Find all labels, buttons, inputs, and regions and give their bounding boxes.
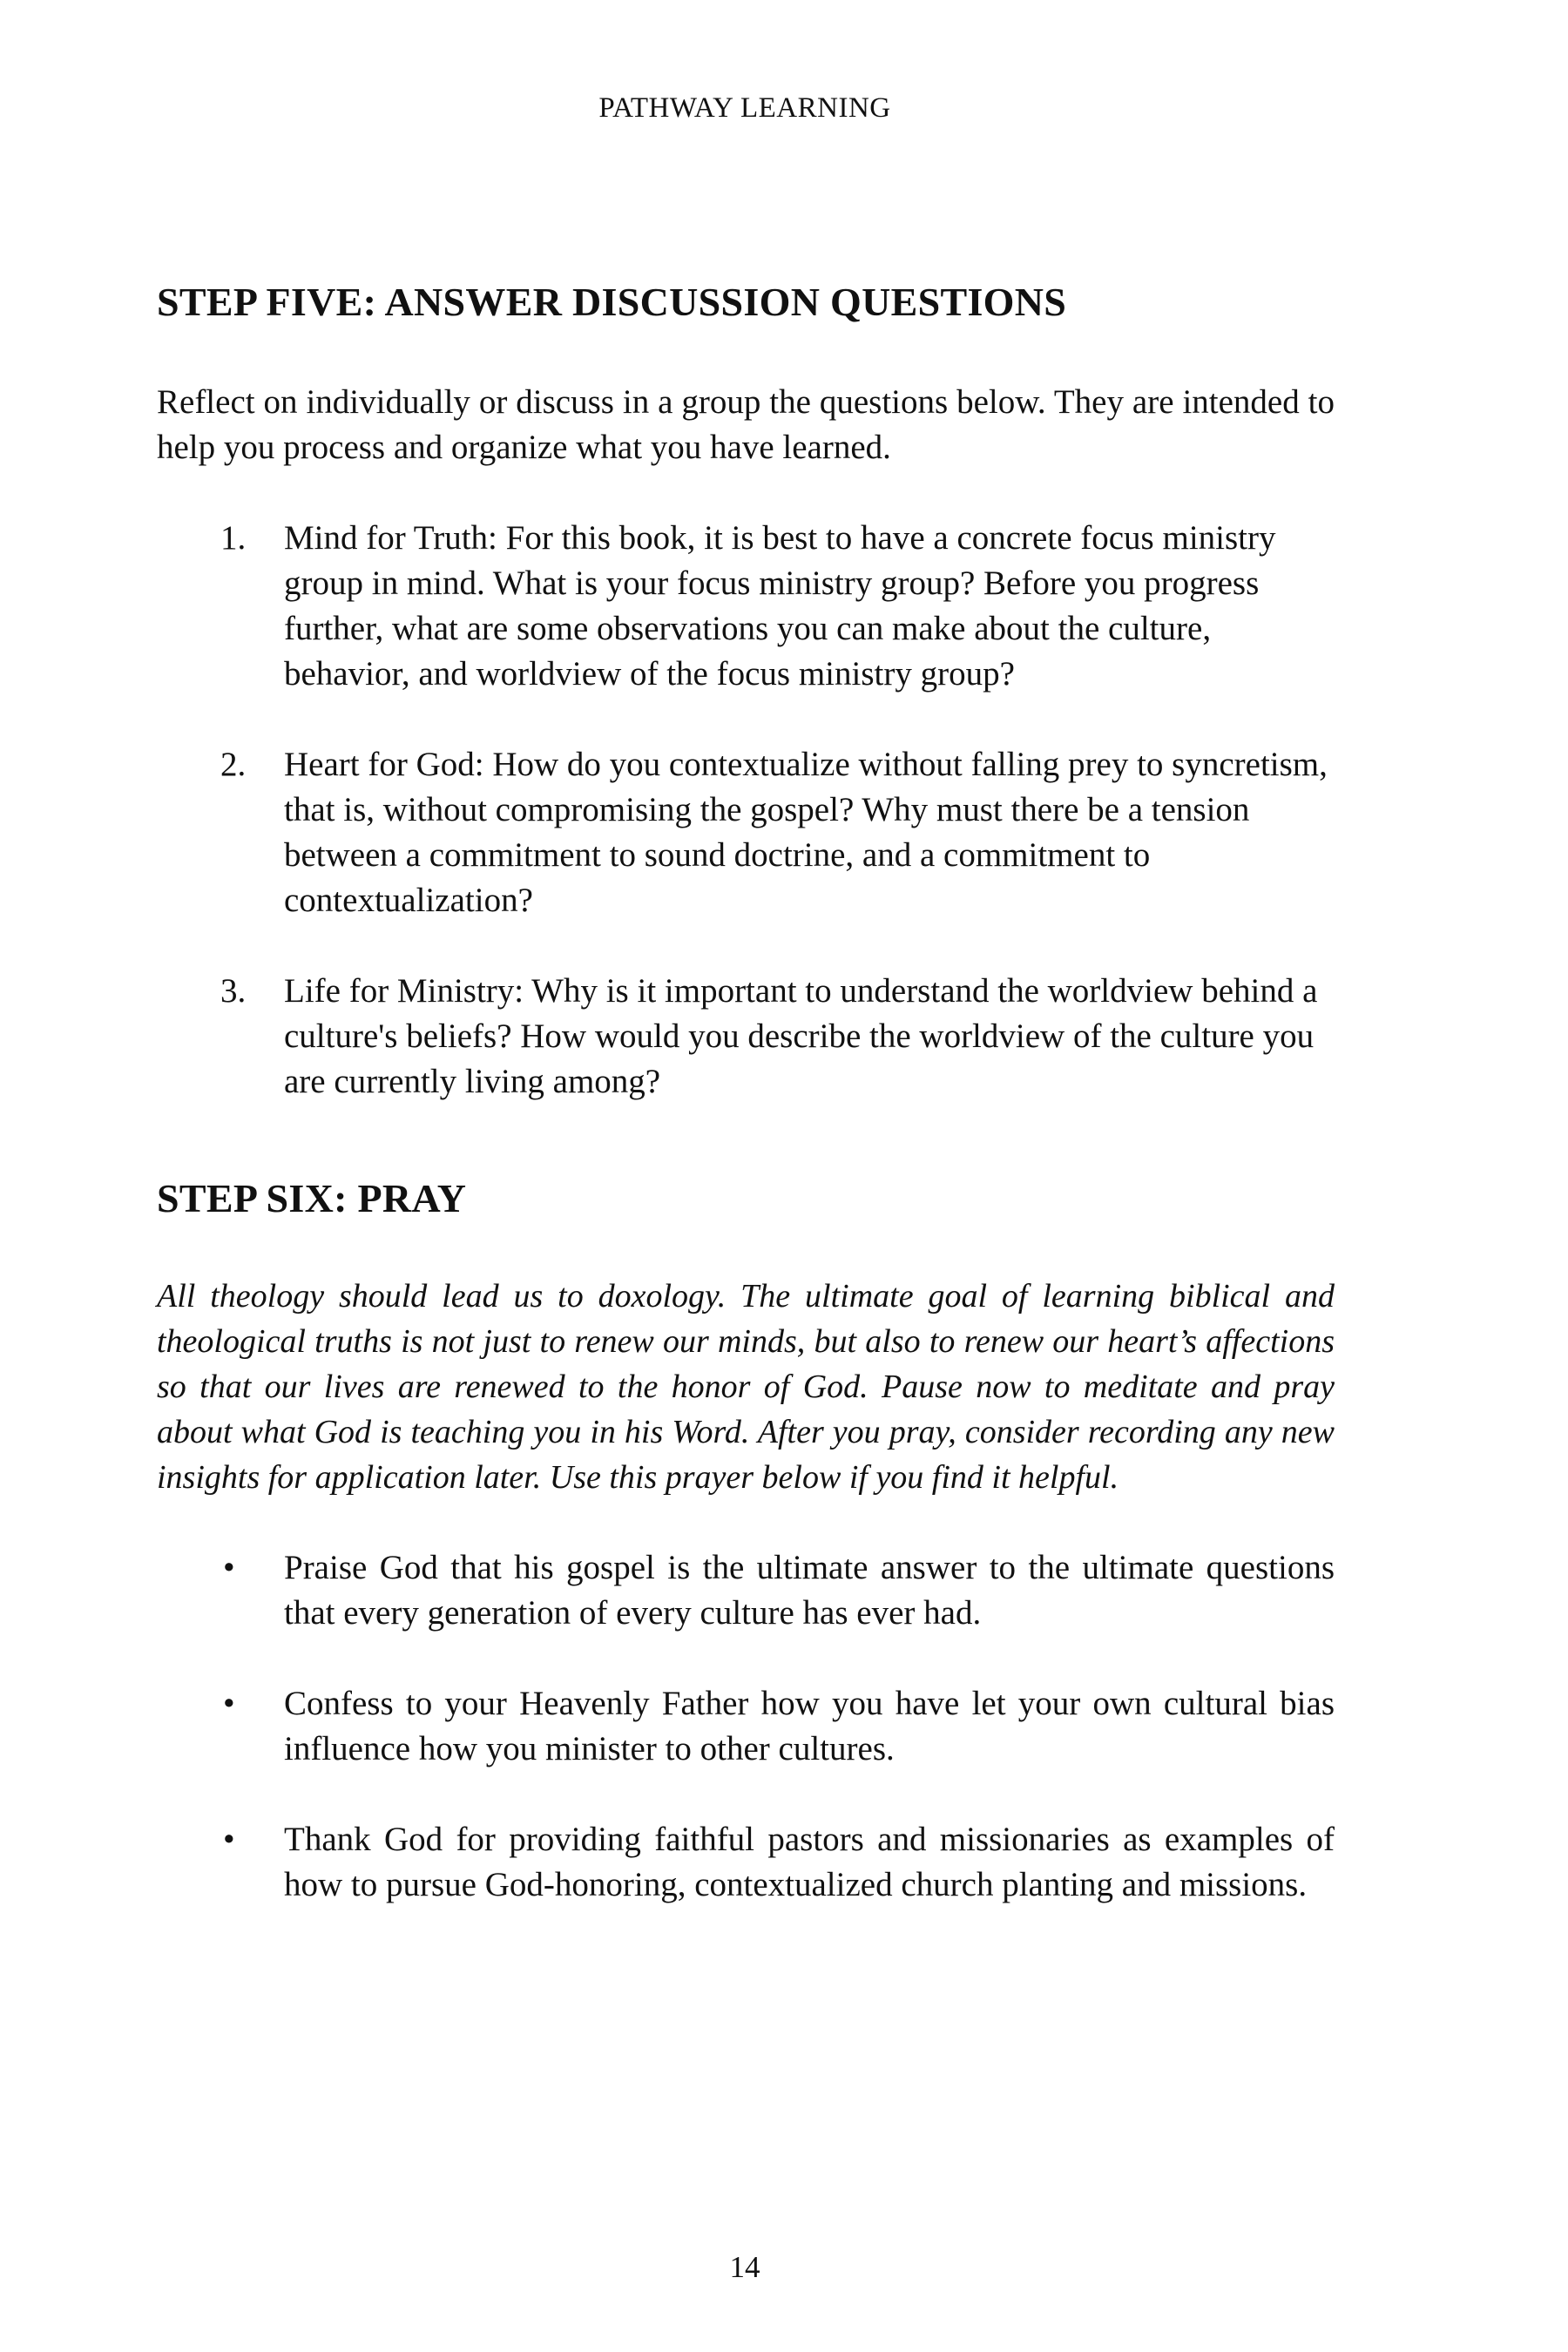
question-number: 1. (220, 519, 247, 557)
prayer-text: Praise God that his gospel is the ultimate answer to the ultimate questions that every generation of every culture has ever had. (284, 1549, 1335, 1632)
question-text: Heart for God: How do you contextualize without falling prey to syncretism, that is, without compromising the gospel? Why must there be a tension between a commitment to sound doctrine, and a commitment to contextualization? (284, 746, 1328, 919)
question-number: 2. (220, 746, 247, 783)
running-head: PATHWAY LEARNING (598, 92, 891, 124)
step-six-heading: STEP SIX: PRAY (157, 1176, 467, 1220)
page-content (157, 279, 1335, 1953)
list-item (157, 1681, 1335, 1772)
list-item (157, 742, 1335, 923)
list-item (157, 1545, 1335, 1636)
bullet-icon: • (223, 1685, 235, 1722)
step-six-intro: All theology should lead us to doxology. The ultimate goal of learning biblical and theological truths is not just to renew our minds, but also to renew our heart’s affections so that our lives are renewed to the honor of God. Pause now to meditate and pray about what God is teaching you in his Word. After you pray, consider recording any new insights for application later. Use this prayer below if you find it helpful. (157, 1278, 1335, 1496)
list-item (157, 516, 1335, 697)
step-five-heading: STEP FIVE: ANSWER DISCUSSION QUESTIONS (157, 280, 1067, 324)
question-text: Mind for Truth: For this book, it is best to have a concrete focus ministry group in mind. What is your focus ministry group? Before you progress further, what are some observations you can make about the culture, behavior, and worldview of the focus ministry group? (284, 519, 1276, 693)
bullet-icon: • (223, 1549, 235, 1586)
prayer-text: Thank God for providing faithful pastors and missionaries as examples of how to pursue God-honoring, contextualized church planting and missions. (284, 1821, 1335, 1903)
list-item (157, 1817, 1335, 1908)
question-text: Life for Ministry: Why is it important to understand the worldview behind a culture's beliefs? How would you describe the worldview of the culture you are currently living among? (284, 972, 1318, 1100)
discussion-questions-list (157, 516, 1335, 1105)
bullet-icon: • (223, 1821, 235, 1858)
question-number: 3. (220, 972, 247, 1010)
step-five-intro: Reflect on individually or discuss in a group the questions below. They are intended to help you process and organize what you have learned. (157, 383, 1335, 466)
prayer-list (157, 1545, 1335, 1908)
list-item (157, 969, 1335, 1105)
prayer-text: Confess to your Heavenly Father how you have let your own cultural bias influence how you minister to other cultures. (284, 1685, 1335, 1767)
page-number: 14 (729, 2250, 760, 2284)
